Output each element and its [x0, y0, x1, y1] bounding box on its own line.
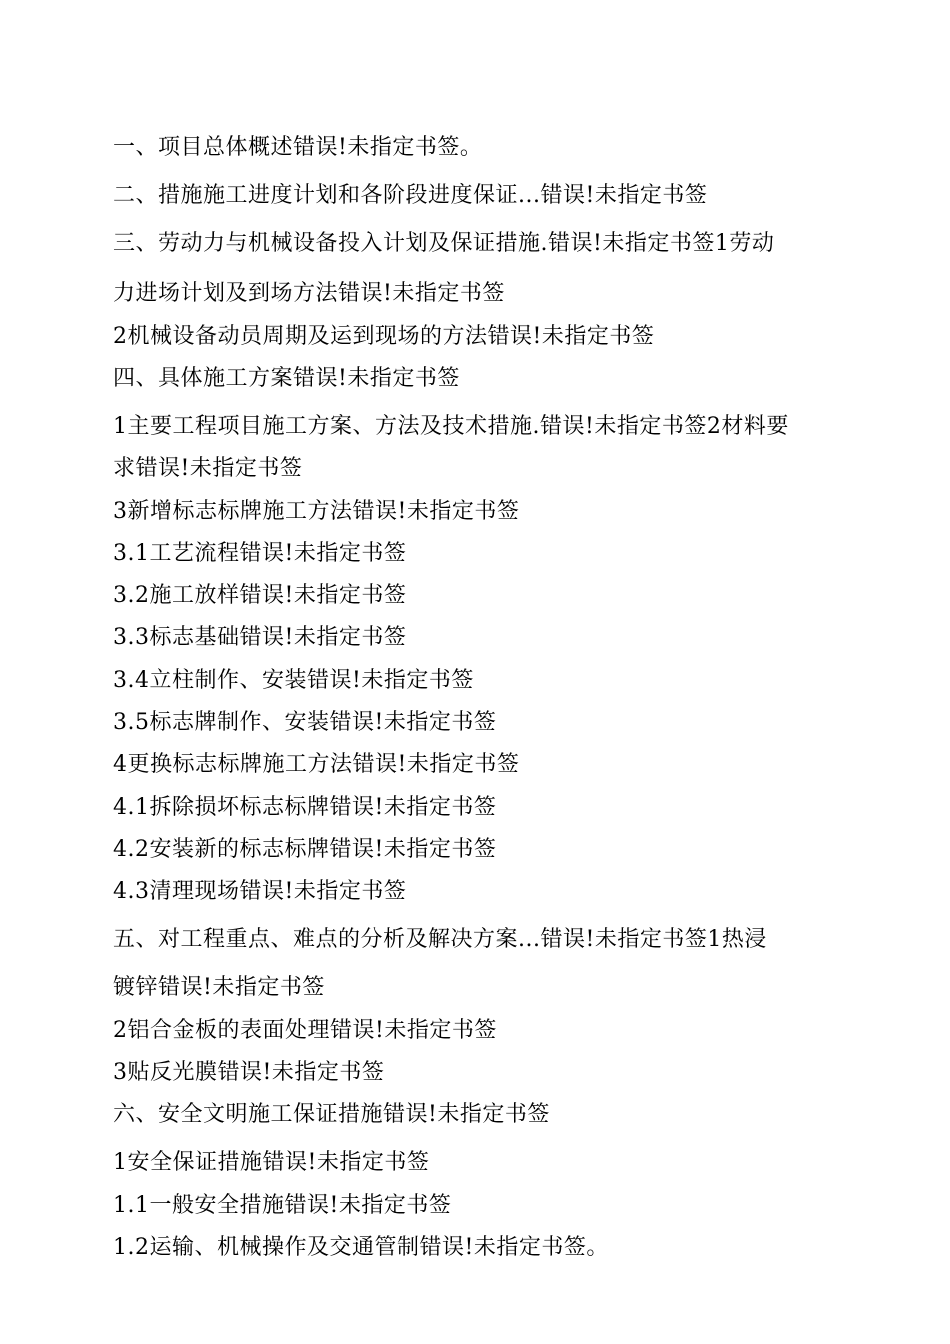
toc-entry-4-3[interactable]: 3新增标志标牌施工方法错误!未指定书签 — [113, 499, 520, 524]
toc-entry-section-6[interactable]: 六、安全文明施工保证措施错误!未指定书签 — [113, 1102, 550, 1127]
toc-entry-3-2[interactable]: 2机械设备动员周期及运到现场的方法错误!未指定书签 — [113, 324, 655, 349]
toc-entry-4-4-3[interactable]: 4.3清理现场错误!未指定书签 — [113, 879, 407, 904]
toc-entry-5-3[interactable]: 3贴反光膜错误!未指定书签 — [113, 1060, 385, 1085]
toc-entry-4-3-3[interactable]: 3.3标志基础错误!未指定书签 — [113, 625, 407, 650]
toc-entry-4-2-cont[interactable]: 求错误!未指定书签 — [113, 456, 303, 481]
toc-entry-4-3-1[interactable]: 3.1工艺流程错误!未指定书签 — [113, 541, 407, 566]
toc-entry-section-3-cont[interactable]: 力进场计划及到场方法错误!未指定书签 — [113, 281, 505, 306]
toc-entry-4-1[interactable]: 1主要工程项目施工方案、方法及技术措施.错误!未指定书签2材料要 — [113, 414, 789, 439]
toc-entry-section-2[interactable]: 二、措施施工进度计划和各阶段进度保证...错误!未指定书签 — [113, 183, 708, 208]
toc-entry-4-3-5[interactable]: 3.5标志牌制作、安装错误!未指定书签 — [113, 710, 497, 735]
toc-entry-4-3-2[interactable]: 3.2施工放样错误!未指定书签 — [113, 583, 407, 608]
toc-entry-6-1-1[interactable]: 1.1一般安全措施错误!未指定书签 — [113, 1193, 452, 1218]
toc-entry-section-1[interactable]: 一、项目总体概述错误!未指定书签。 — [113, 135, 483, 160]
toc-entry-section-5[interactable]: 五、对工程重点、难点的分析及解决方案...错误!未指定书签1热浸 — [113, 927, 767, 952]
toc-entry-6-1-2[interactable]: 1.2运输、机械操作及交通管制错误!未指定书签。 — [113, 1235, 609, 1260]
toc-entry-5-1-cont[interactable]: 镀锌错误!未指定书签 — [113, 975, 325, 1000]
toc-entry-4-3-4[interactable]: 3.4立柱制作、安装错误!未指定书签 — [113, 668, 474, 693]
toc-entry-5-2[interactable]: 2铝合金板的表面处理错误!未指定书签 — [113, 1018, 497, 1043]
toc-entry-4-4[interactable]: 4更换标志标牌施工方法错误!未指定书签 — [113, 752, 520, 777]
toc-entry-4-4-1[interactable]: 4.1拆除损坏标志标牌错误!未指定书签 — [113, 795, 497, 820]
toc-entry-section-3[interactable]: 三、劳动力与机械设备投入计划及保证措施.错误!未指定书签1劳动 — [113, 231, 775, 256]
toc-entry-6-1[interactable]: 1安全保证措施错误!未指定书签 — [113, 1150, 430, 1175]
toc-entry-section-4[interactable]: 四、具体施工方案错误!未指定书签 — [113, 366, 460, 391]
toc-entry-4-4-2[interactable]: 4.2安装新的标志标牌错误!未指定书签 — [113, 837, 497, 862]
